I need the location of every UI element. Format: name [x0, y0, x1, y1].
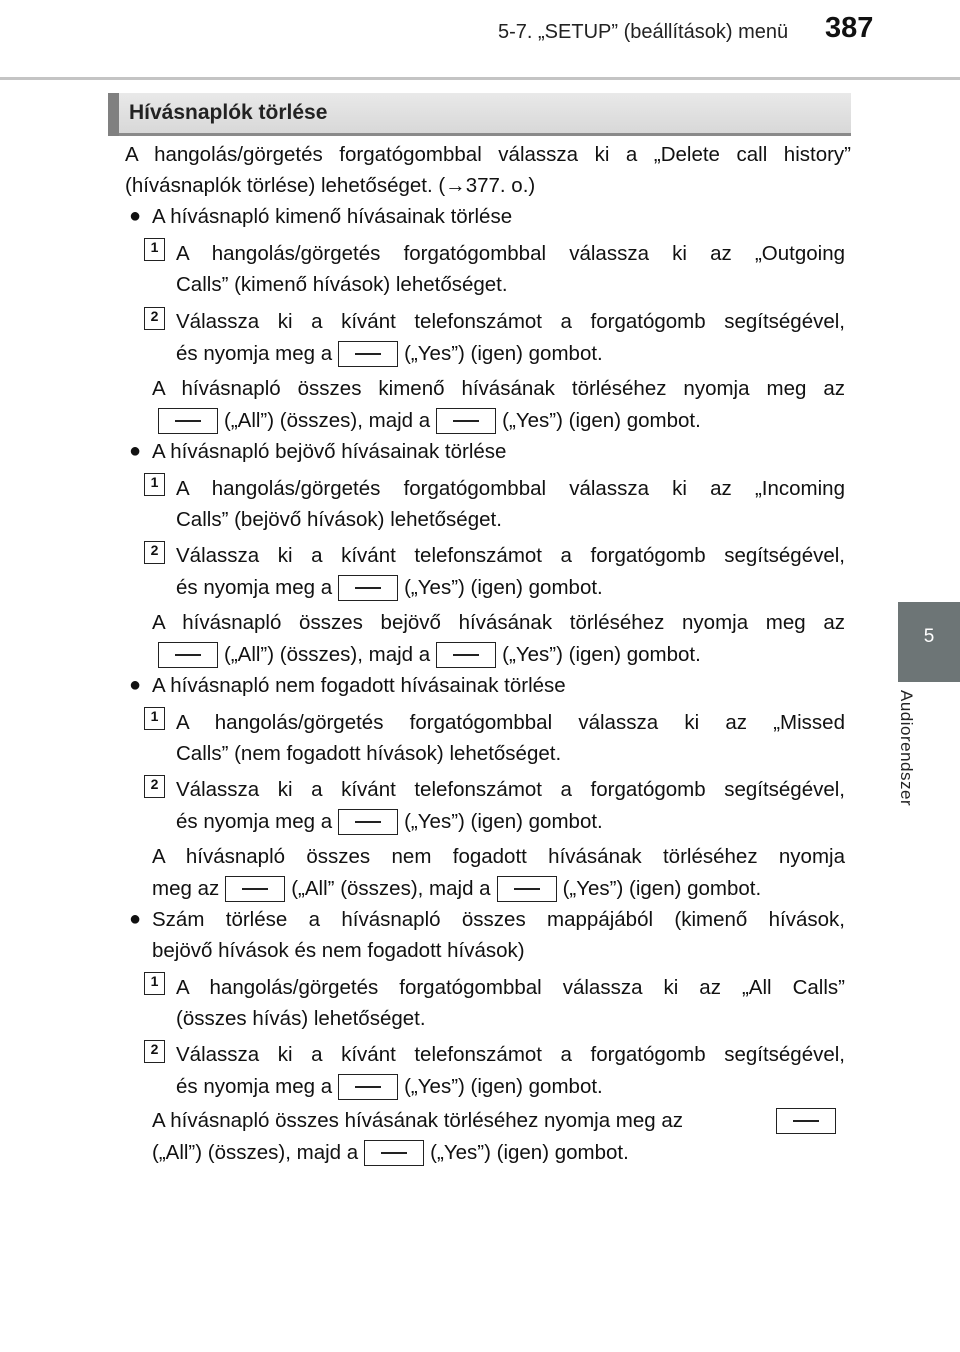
block-1-step-1-line-1: A hangolás/görgetés forgatógombbal válassza ki az „Outgoing — [176, 242, 845, 265]
step-number-badge: 1 — [144, 238, 165, 261]
yes-button-icon — [364, 1140, 424, 1166]
yes-button-icon — [436, 642, 496, 668]
block-4-note-line-2: („All”) (összes), majd a („Yes”) (igen) gombot. — [152, 1141, 629, 1164]
header-rule — [0, 77, 960, 80]
chapter-side-label: Audiorendszer — [897, 690, 916, 807]
bullet-icon: ● — [129, 908, 142, 930]
all-button-icon — [225, 876, 285, 902]
block-1-step-1-line-2: Calls” (kimenő hívások) lehetőséget. — [176, 273, 508, 296]
step-number-badge: 2 — [144, 1040, 165, 1063]
yes-button-icon — [436, 408, 496, 434]
bullet-icon: ● — [129, 205, 142, 227]
bullet-icon: ● — [129, 674, 142, 696]
block-3-title: A hívásnapló nem fogadott hívásainak törlése — [152, 674, 566, 697]
yes-button-icon — [338, 809, 398, 835]
block-4-step-1-line-2: (összes hívás) lehetőséget. — [176, 1007, 426, 1030]
block-1-note-line-2: („All”) (összes), majd a („Yes”) (igen) gombot. — [152, 408, 701, 434]
all-button-icon — [158, 408, 218, 434]
step-number-badge: 1 — [144, 473, 165, 496]
section-title: Hívásnaplók törlése — [129, 101, 328, 124]
block-2-note-line-1: A hívásnapló összes bejövő hívásának törléséhez nyomja meg az — [152, 611, 845, 634]
all-button-icon — [776, 1108, 836, 1134]
intro-line-1: A hangolás/görgetés forgatógombbal válassza ki a „Delete call history” — [125, 143, 851, 166]
block-2-step-2-line-1: Válassza ki a kívánt telefonszámot a forgatógomb segítségével, — [176, 544, 845, 567]
block-3-note-line-2: meg az („All” (összes), majd a („Yes”) (igen) gombot. — [152, 877, 762, 900]
intro-line-2: (hívásnaplók törlése) lehetőséget. (→377. o.) — [125, 174, 536, 197]
block-3-step-1-line-2: Calls” (nem fogadott hívások) lehetőséget. — [176, 742, 562, 765]
chapter-tab[interactable]: 5 — [898, 602, 960, 682]
block-1-step-2-line-1: Válassza ki a kívánt telefonszámot a forgatógomb segítségével, — [176, 310, 845, 333]
block-3-step-2-line-1: Válassza ki a kívánt telefonszámot a forgatógomb segítségével, — [176, 778, 845, 801]
block-2-step-2-line-2: és nyomja meg a („Yes”) (igen) gombot. — [176, 576, 603, 599]
block-2-note-line-2: („All”) (összes), majd a („Yes”) (igen) gombot. — [152, 642, 701, 668]
block-1-note-line-1: A hívásnapló összes kimenő hívásának törléséhez nyomja meg az — [152, 377, 845, 400]
arrow-icon: → — [445, 174, 466, 197]
yes-button-icon — [338, 575, 398, 601]
yes-button-icon — [338, 1074, 398, 1100]
block-4-note-line-1: A hívásnapló összes hívásának törléséhez nyomja meg az — [152, 1109, 845, 1133]
block-1-step-2-line-2: és nyomja meg a („Yes”) (igen) gombot. — [176, 342, 603, 365]
block-4-step-2-line-1: Válassza ki a kívánt telefonszámot a forgatógomb segítségével, — [176, 1043, 845, 1066]
block-4-step-2-line-2: és nyomja meg a („Yes”) (igen) gombot. — [176, 1075, 603, 1098]
step-number-badge: 2 — [144, 307, 165, 330]
section-heading-bar — [108, 93, 119, 136]
page-number: 387 — [825, 12, 874, 44]
yes-button-icon — [497, 876, 557, 902]
block-4-title-line-1: Szám törlése a hívásnapló összes mappájából (kimenő hívások, — [152, 908, 845, 931]
step-number-badge: 1 — [144, 972, 165, 995]
all-button-icon — [158, 642, 218, 668]
step-number-badge: 2 — [144, 775, 165, 798]
step-number-badge: 2 — [144, 541, 165, 564]
bullet-icon: ● — [129, 440, 142, 462]
block-2-title: A hívásnapló bejövő hívásainak törlése — [152, 440, 507, 463]
step-number-badge: 1 — [144, 707, 165, 730]
block-4-title-line-2: bejövő hívások és nem fogadott hívások) — [152, 939, 525, 962]
block-3-step-1-line-1: A hangolás/görgetés forgatógombbal válassza ki az „Missed — [176, 711, 845, 734]
block-3-step-2-line-2: és nyomja meg a („Yes”) (igen) gombot. — [176, 810, 603, 833]
block-2-step-1-line-1: A hangolás/görgetés forgatógombbal válassza ki az „Incoming — [176, 477, 845, 500]
running-header: 5-7. „SETUP” (beállítások) menü — [498, 21, 789, 43]
block-2-step-1-line-2: Calls” (bejövő hívások) lehetőséget. — [176, 508, 502, 531]
block-3-note-line-1: A hívásnapló összes nem fogadott hívásának törléséhez nyomja — [152, 845, 845, 868]
block-4-step-1-line-1: A hangolás/görgetés forgatógombbal válassza ki az „All Calls” — [176, 976, 845, 999]
yes-button-icon — [338, 341, 398, 367]
section-heading — [108, 93, 851, 136]
block-1-title: A hívásnapló kimenő hívásainak törlése — [152, 205, 513, 228]
